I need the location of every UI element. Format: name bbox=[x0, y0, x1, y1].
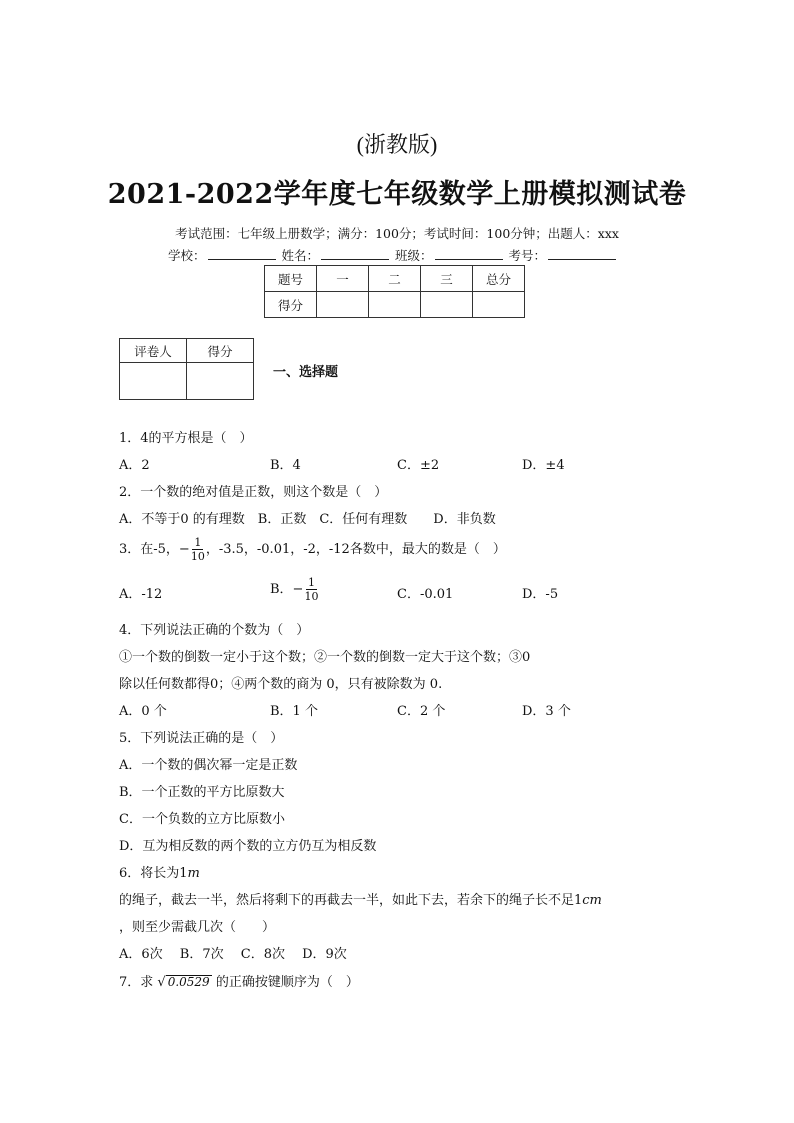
question-3-stem bbox=[119, 536, 506, 563]
unit-centimeter: cm bbox=[582, 893, 602, 908]
grader-box bbox=[119, 338, 254, 400]
question-3-stem-suffix: ，-3.5，-0.01，-2，-12各数中，最大的数是（ ） bbox=[205, 542, 506, 557]
grader-score-cell[interactable] bbox=[187, 363, 254, 400]
score-table bbox=[264, 265, 525, 318]
name-label: 姓名： bbox=[281, 248, 320, 263]
question-4-line-2: 除以任何数都得0；④两个数的商为 0，只有被除数为 0. bbox=[119, 677, 443, 692]
question-5-option-c: C．一个负数的立方比原数小 bbox=[119, 812, 285, 827]
unit-meter: m bbox=[187, 866, 200, 881]
exam-subtitle: (浙教版) bbox=[356, 132, 438, 157]
question-4-option-b: B．1 个 bbox=[270, 704, 318, 719]
score-cell[interactable] bbox=[369, 292, 421, 318]
school-blank[interactable] bbox=[208, 247, 276, 260]
question-5-stem: 5．下列说法正确的是（ ） bbox=[119, 731, 284, 746]
student-fields bbox=[168, 246, 618, 264]
section-title: 一、选择题 bbox=[273, 365, 339, 380]
question-4-line-1: ①一个数的倒数一定小于这个数；②一个数的倒数一定大于这个数；③0 bbox=[119, 650, 531, 665]
score-header-cell: 二 bbox=[369, 266, 421, 292]
question-4-option-a: A．0 个 bbox=[119, 704, 167, 719]
question-7-stem-prefix: 7．求 bbox=[119, 975, 158, 990]
option-b-fraction bbox=[304, 576, 318, 603]
question-2-stem: 2．一个数的绝对值是正数，则这个数是（ ） bbox=[119, 485, 388, 500]
question-1-option-d: D．±4 bbox=[522, 458, 565, 473]
question-6-stem bbox=[119, 862, 200, 881]
score-cell[interactable] bbox=[473, 292, 525, 318]
score-cell[interactable] bbox=[421, 292, 473, 318]
question-2-options: A．不等于0 的有理数 B．正数 C．任何有理数 D．非负数 bbox=[119, 512, 496, 527]
class-label: 班级： bbox=[395, 248, 433, 263]
question-4-stem: 4．下列说法正确的个数为（ ） bbox=[119, 623, 310, 638]
question-6-line-3: ，则至少需截几次（ ） bbox=[119, 920, 276, 935]
name-blank[interactable] bbox=[321, 247, 389, 260]
score-header-cell: 题号 bbox=[265, 266, 317, 292]
question-7-stem-suffix: 的正确按键顺序为（ ） bbox=[211, 975, 359, 990]
question-3-option-c: C．-0.01 bbox=[397, 587, 454, 602]
fraction-numerator: 1 bbox=[194, 536, 202, 549]
grader-header: 评卷人 bbox=[120, 339, 187, 363]
score-header-cell: 三 bbox=[421, 266, 473, 292]
option-b-prefix: B．− bbox=[270, 582, 304, 597]
class-blank[interactable] bbox=[435, 247, 503, 260]
question-6-stem-prefix: 6．将长为1 bbox=[119, 866, 188, 881]
question-3-option-d: D．-5 bbox=[522, 587, 559, 602]
exam-info: 考试范围：七年级上册数学；满分：100分；考试时间：100分钟；出题人：xxx bbox=[175, 226, 619, 241]
question-3-stem-prefix: 3．在-5，− bbox=[119, 542, 190, 557]
exam-number-label: 考号： bbox=[508, 248, 547, 263]
question-1-stem: 1．4的平方根是（ ） bbox=[119, 431, 253, 446]
school-label: 学校： bbox=[168, 248, 206, 263]
exam-number-blank[interactable] bbox=[548, 247, 616, 260]
question-1-option-b: B．4 bbox=[270, 458, 301, 473]
question-5-option-d: D．互为相反数的两个数的立方仍互为相反数 bbox=[119, 839, 377, 854]
question-3-fraction bbox=[191, 536, 205, 563]
score-header-cell: 一 bbox=[317, 266, 369, 292]
question-7-stem bbox=[119, 971, 359, 990]
fraction-denominator: 10 bbox=[304, 590, 319, 603]
fraction-numerator: 1 bbox=[307, 576, 315, 589]
sqrt-radicand: 0.0529 bbox=[167, 975, 210, 989]
question-3-option-a: A．-12 bbox=[119, 587, 163, 602]
question-4-option-d: D．3 个 bbox=[522, 704, 571, 719]
question-5-option-b: B．一个正数的平方比原数大 bbox=[119, 785, 285, 800]
sqrt-sign-icon: √ bbox=[157, 975, 166, 990]
question-3-option-b bbox=[270, 576, 319, 603]
exam-title: 2021-2022学年度七年级数学上册模拟测试卷 bbox=[107, 179, 687, 210]
question-1-option-c: C．±2 bbox=[397, 458, 440, 473]
score-row-label: 得分 bbox=[265, 292, 317, 318]
score-cell[interactable] bbox=[317, 292, 369, 318]
question-5-option-a: A．一个数的偶次幂一定是正数 bbox=[119, 758, 298, 773]
question-6-options: A．6次 B．7次 C．8次 D．9次 bbox=[119, 947, 347, 962]
question-6-line-2-text: 的绳子，截去一半，然后将剩下的再截去一半，如此下去，若余下的绳子长不足1 bbox=[119, 893, 583, 908]
fraction-denominator: 10 bbox=[190, 550, 205, 563]
grader-cell[interactable] bbox=[120, 363, 187, 400]
question-1-option-a: A．2 bbox=[119, 458, 150, 473]
question-4-option-c: C．2 个 bbox=[397, 704, 446, 719]
grader-score-header: 得分 bbox=[187, 339, 254, 363]
question-6-line-2 bbox=[119, 889, 602, 908]
score-header-cell: 总分 bbox=[473, 266, 525, 292]
